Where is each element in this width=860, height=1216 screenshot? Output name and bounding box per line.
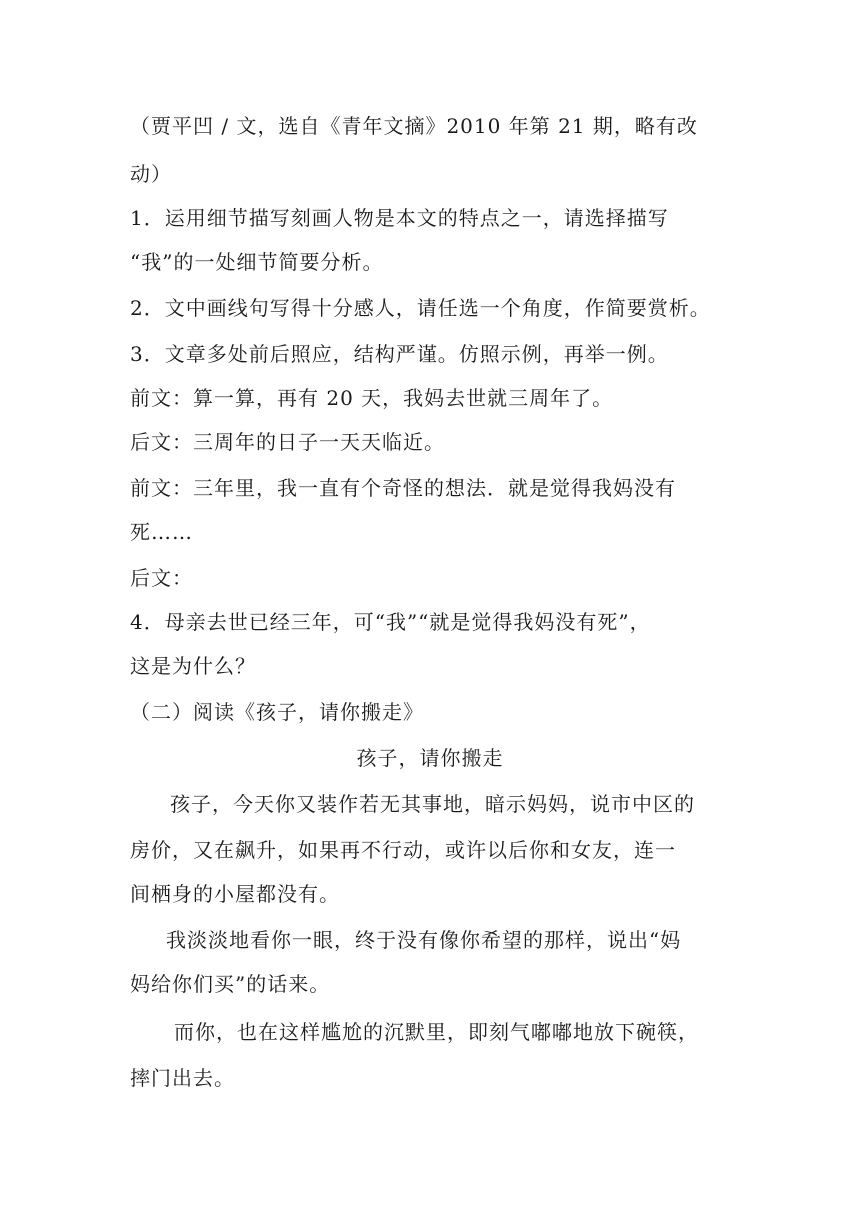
source-citation-line-1: （贾平凹 / 文，选自《青年文摘》2010 年第 21 期，略有改 (130, 114, 698, 138)
question-2: 2．文中画线句写得十分感人，请任选一个角度，作简要赏析。 (130, 296, 711, 320)
article-title: 孩子，请你搬走 (356, 746, 504, 770)
question-3-example-2-front-line-1: 前文：三年里，我一直有个奇怪的想法．就是觉得我妈没有 (130, 476, 676, 500)
question-3: 3．文章多处前后照应，结构严谨。仿照示例，再举一例。 (130, 342, 669, 366)
paragraph-1-line-3: 间栖身的小屋都没有。 (130, 882, 340, 906)
question-4-line-2: 这是为什么？ (130, 654, 256, 678)
paragraph-1-line-2: 房价，又在飙升，如果再不行动，或许以后你和女友，连一 (130, 838, 676, 862)
source-citation-line-2: 动） (130, 162, 172, 186)
question-1-line-2: “我”的一处细节简要分析。 (130, 250, 384, 274)
question-3-example-1-back: 后文：三周年的日子一天天临近。 (130, 430, 445, 454)
question-3-example-1-front: 前文：算一算，再有 20 天，我妈去世就三周年了。 (130, 386, 614, 410)
paragraph-2-line-2: 妈给你们买”的话来。 (130, 972, 331, 996)
question-3-example-2-back: 后文： (130, 566, 193, 590)
question-3-example-2-front-line-2: 死…… (130, 520, 193, 544)
paragraph-1-line-1: 孩子，今天你又装作若无其事地，暗示妈妈，说市中区的 (170, 792, 695, 816)
paragraph-3-line-1: 而你，也在这样尴尬的沉默里，即刻气嘟嘟地放下碗筷， (174, 1020, 699, 1044)
paragraph-2-line-1: 我淡淡地看你一眼，终于没有像你希望的那样，说出“妈 (166, 928, 682, 952)
section-heading: （二）阅读《孩子，请你搬走》 (130, 700, 424, 724)
question-4-line-1: 4．母亲去世已经三年，可“我”“就是觉得我妈没有死”， (130, 610, 651, 634)
paragraph-3-line-2: 摔门出去。 (130, 1066, 235, 1090)
question-1-line-1: 1．运用细节描写刻画人物是本文的特点之一，请选择描写 (130, 206, 669, 230)
